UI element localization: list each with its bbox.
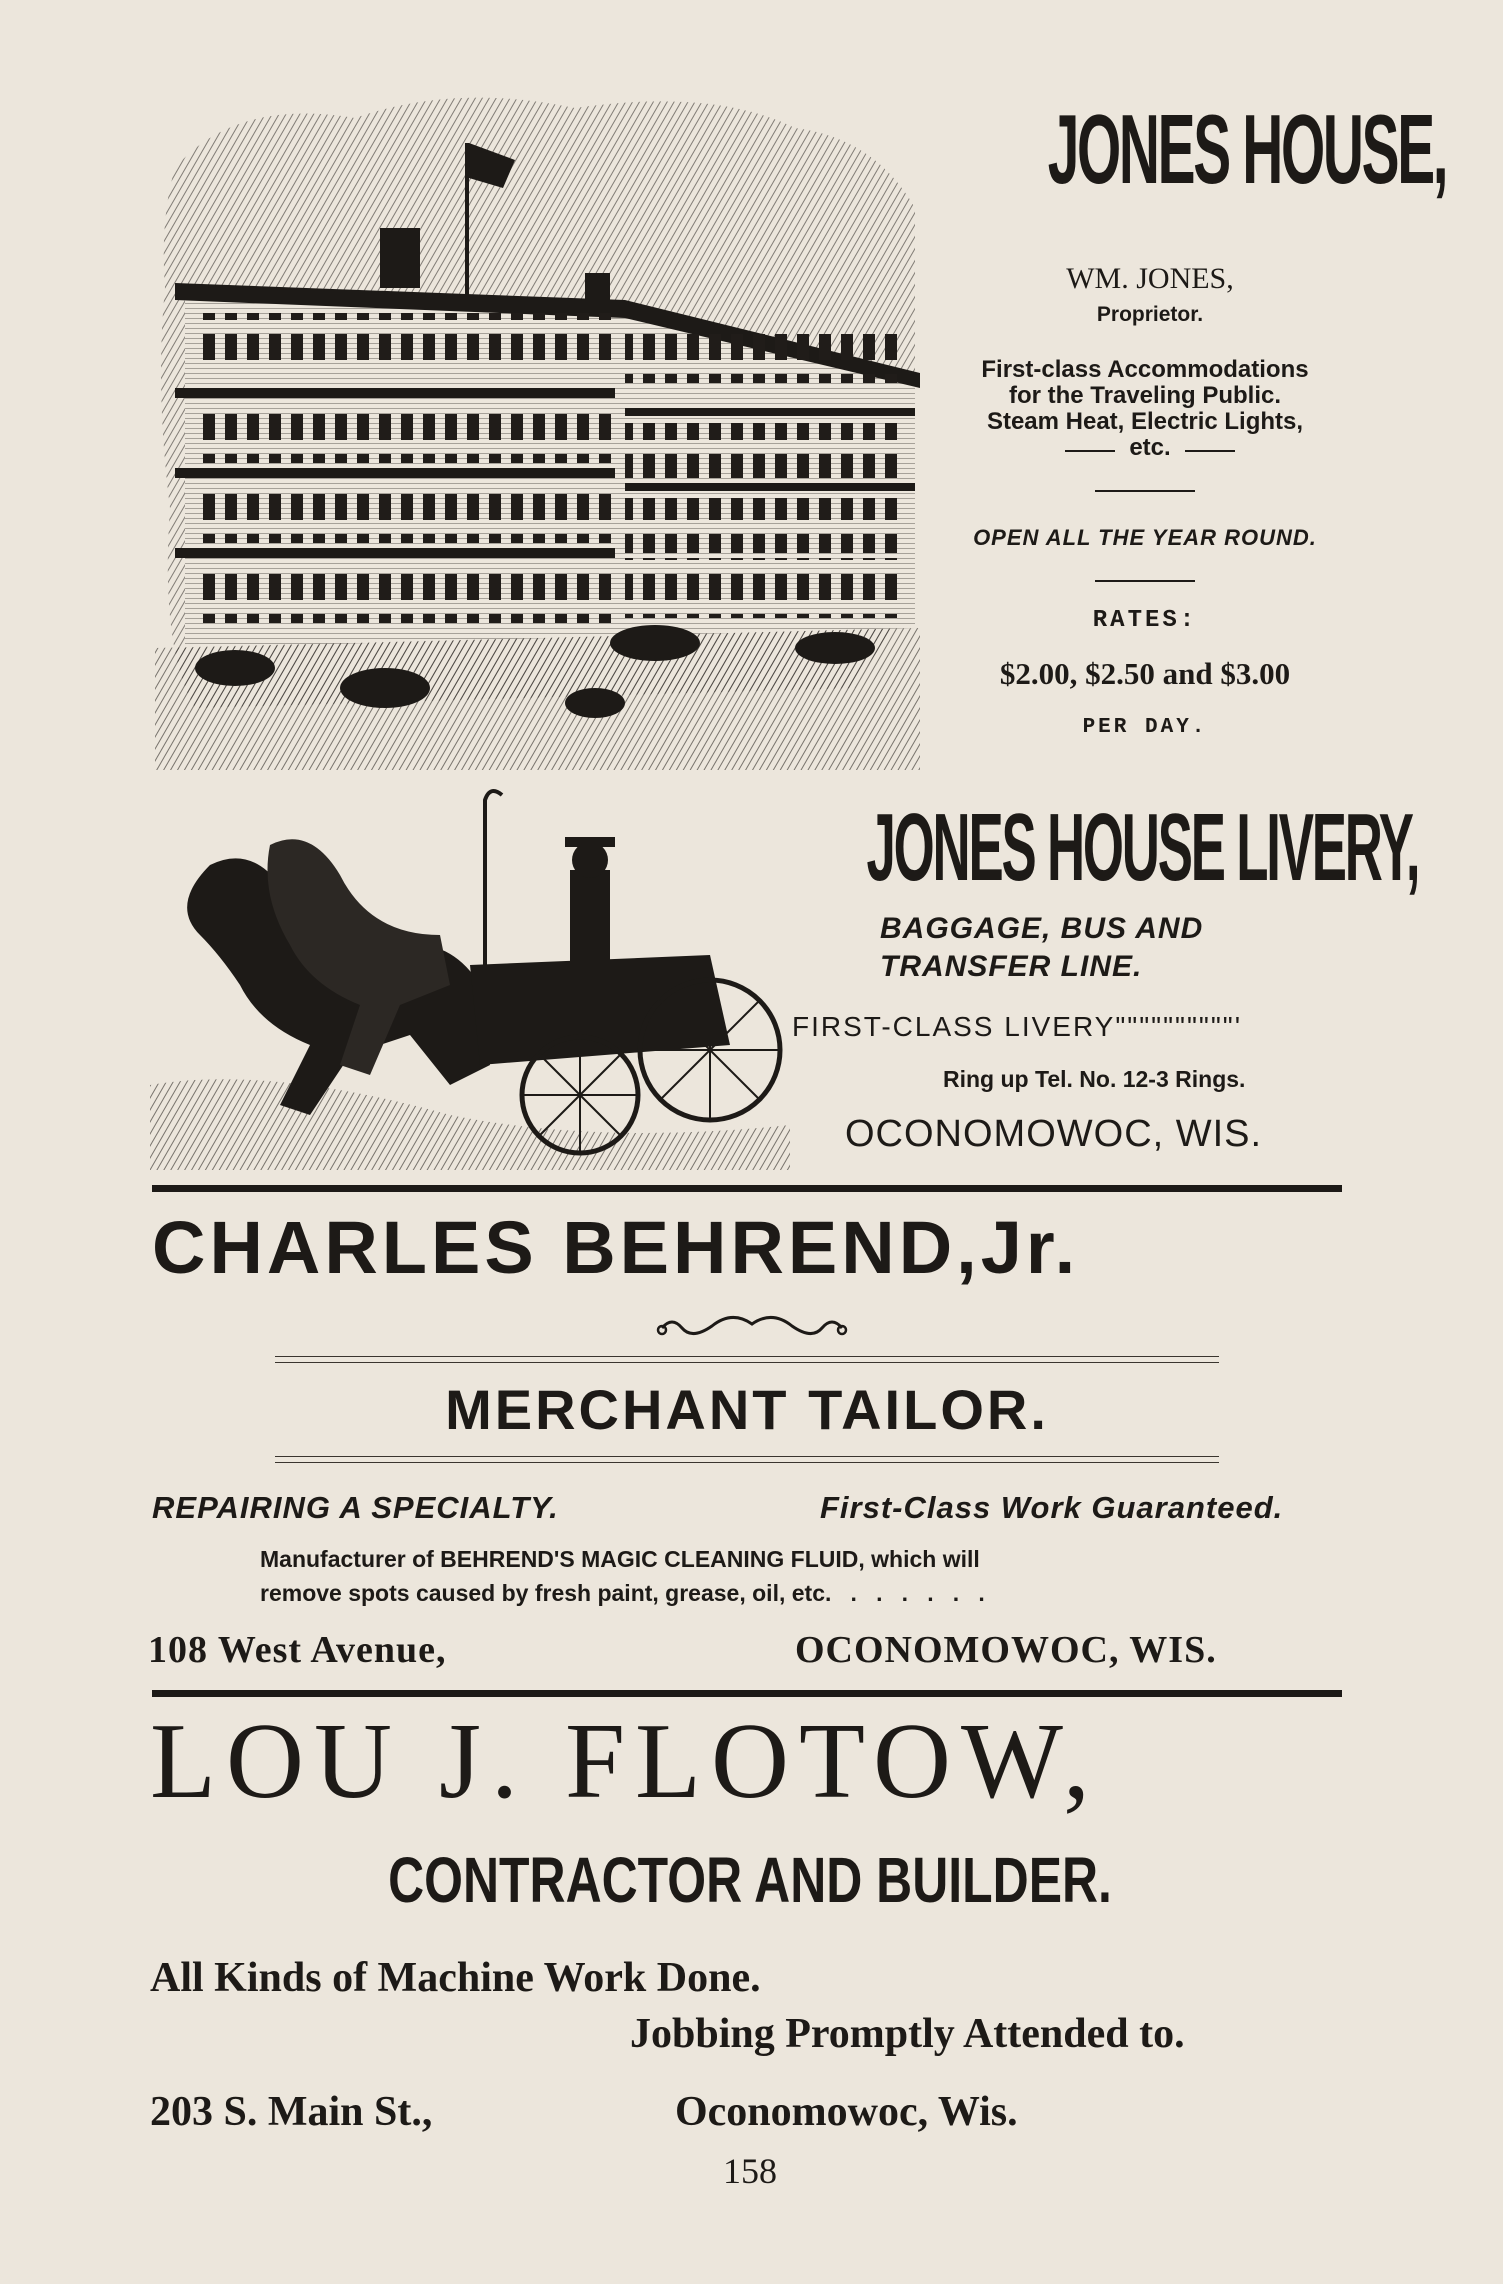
accommodations-line-1: First-class Accommodations (981, 356, 1309, 383)
behrend-address: 108 West Avenue, (148, 1629, 447, 1671)
jobbing-promptly: Jobbing Promptly Attended to. (630, 2011, 1185, 2057)
accommodations-line-2: for the Traveling Public. (1008, 382, 1282, 409)
divider-short-2 (1095, 580, 1195, 582)
section-rule-2 (152, 1690, 1342, 1697)
rates-label: RATES: (1092, 607, 1198, 634)
open-all-year: OPEN ALL THE YEAR ROUND. (973, 525, 1317, 550)
livery-city: OCONOMOWOC, WIS. (845, 1113, 1263, 1155)
proprietor-role: Proprietor. (1096, 303, 1204, 326)
flotow-city: Oconomowoc, Wis. (675, 2089, 1018, 2135)
double-rule-top (275, 1356, 1219, 1363)
flourish-ornament (652, 1308, 852, 1348)
work-guaranteed: First-Class Work Guaranteed. (820, 1490, 1284, 1525)
double-rule-bottom (275, 1456, 1219, 1463)
flotow-address: 203 S. Main St., (150, 2089, 433, 2135)
proprietor-name: WM. JONES, (1066, 262, 1234, 295)
rates-values: $2.00, $2.50 and $3.00 (999, 656, 1291, 691)
behrend-city: OCONOMOWOC, WIS. (795, 1629, 1217, 1671)
etc-text: etc. (1129, 434, 1171, 461)
accommodations-line-3: Steam Heat, Electric Lights, (986, 408, 1304, 435)
etc-rule-right (1185, 450, 1235, 452)
per-day: PER DAY. (1082, 716, 1208, 739)
carriage-engraving (150, 785, 790, 1170)
machine-work: All Kinds of Machine Work Done. (150, 1955, 761, 2001)
divider-short (1095, 490, 1195, 492)
jones-house-title: JONES HOUSE, (1047, 94, 1447, 204)
repairing-specialty: REPAIRING A SPECIALTY. (152, 1490, 559, 1525)
section-rule-1 (152, 1185, 1342, 1192)
baggage-line-2: TRANSFER LINE. (880, 950, 1143, 983)
baggage-line-1: BAGGAGE, BUS AND (880, 912, 1204, 945)
tel-number: Ring up Tel. No. 12-3 Rings. (943, 1066, 1246, 1092)
etc-rule-left (1065, 450, 1115, 452)
manufacturer-line-2: remove spots caused by fresh paint, grease, oil, etc. . . . . . . (260, 1580, 985, 1606)
flotow-trade: CONTRACTOR AND BUILDER. (388, 1844, 1112, 1916)
hotel-engraving (155, 88, 920, 770)
livery-title: JONES HOUSE LIVERY, (866, 794, 1419, 901)
merchant-tailor: MERCHANT TAILOR. (445, 1378, 1049, 1441)
behrend-name: CHARLES BEHREND,Jr. (152, 1206, 1080, 1289)
first-class-livery: FIRST-CLASS LIVERY""""""""""' (792, 1011, 1243, 1042)
flotow-name: LOU J. FLOTOW, (150, 1702, 1101, 1821)
page-number: 158 (723, 2151, 777, 2191)
manufacturer-line-1: Manufacturer of BEHREND'S MAGIC CLEANING FLUID, which will (260, 1546, 980, 1572)
